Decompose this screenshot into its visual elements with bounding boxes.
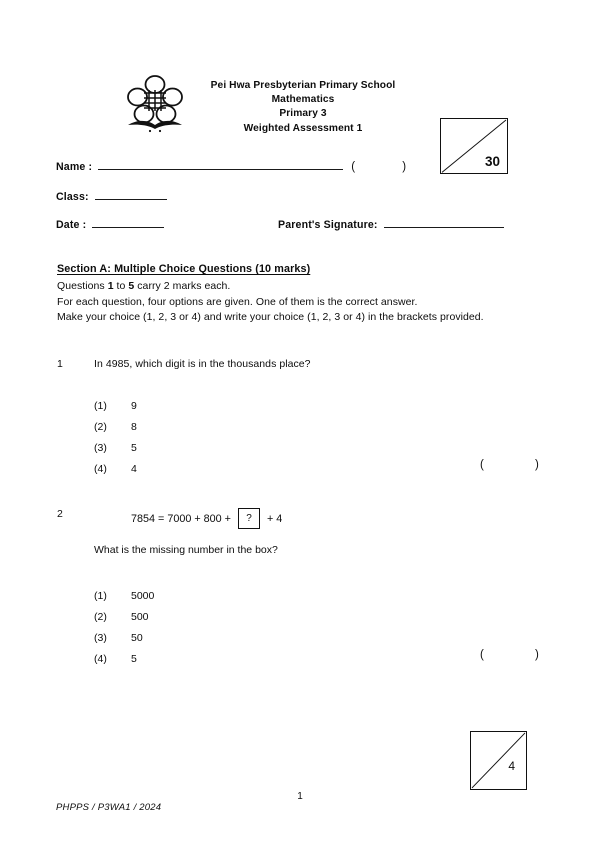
option-label: (3) [94, 442, 107, 454]
parent-signature-input[interactable] [384, 218, 504, 228]
option-value: 5000 [131, 590, 155, 602]
header-titles [190, 79, 416, 136]
subject-name: Mathematics [271, 94, 335, 106]
option-value: 50 [131, 632, 143, 644]
option-value: 8 [131, 421, 137, 433]
question-1-option-2[interactable] [94, 417, 137, 438]
class-label: Class: [56, 191, 89, 203]
question-1-option-1[interactable] [94, 396, 137, 417]
school-name: Pei Hwa Presbyterian Primary School [210, 80, 396, 91]
option-label: (4) [94, 653, 107, 665]
question-2-option-2[interactable] [94, 607, 154, 628]
name-field-row [56, 160, 428, 173]
name-label: Name : [56, 161, 93, 173]
index-number-bracket[interactable]: ( ) [351, 161, 429, 173]
question-2-option-1[interactable] [94, 586, 154, 607]
instruction-1-first-question: 1 [107, 280, 114, 292]
partial-marks-box [470, 731, 527, 790]
total-marks-box [440, 118, 508, 174]
instruction-1-mid: to [113, 280, 129, 292]
option-label: (1) [94, 590, 107, 602]
footer-code: PHPPS / P3WA1 / 2024 [56, 802, 162, 813]
parent-signature-field-row [278, 218, 504, 231]
option-value: 9 [131, 400, 137, 412]
question-2-options [94, 586, 154, 670]
page-number: 1 [297, 791, 303, 802]
option-label: (2) [94, 611, 107, 623]
question-2-answer-bracket[interactable]: ( ) [480, 649, 563, 661]
option-label: (2) [94, 421, 107, 433]
class-field-row [56, 190, 167, 203]
option-label: (3) [94, 632, 107, 644]
equation-right-side: + 4 [266, 512, 283, 525]
section-a-instruction-2: For each question, four options are given. One of them is the correct answer. [57, 295, 418, 308]
parent-signature-label: Parent's Signature: [278, 219, 378, 231]
diagonal-slash-icon [471, 732, 526, 789]
date-label: Date : [56, 219, 87, 231]
instruction-1-suffix: carry 2 marks each. [134, 280, 231, 292]
school-crest-icon [124, 72, 186, 134]
instruction-1-prefix: Questions [57, 280, 108, 292]
missing-number-box: ? [238, 508, 260, 529]
option-label: (1) [94, 400, 107, 412]
total-marks-value: 30 [484, 153, 500, 169]
question-1-option-4[interactable] [94, 459, 137, 480]
partial-marks-value: 4 [508, 759, 515, 773]
question-2-option-4[interactable] [94, 649, 154, 670]
question-1-option-3[interactable] [94, 438, 137, 459]
question-2-option-3[interactable] [94, 628, 154, 649]
equation-left-side: 7854 = 7000 + 800 + [131, 512, 231, 525]
question-2-text: What is the missing number in the box? [94, 544, 278, 556]
option-label: (4) [94, 463, 107, 475]
question-1-answer-bracket[interactable]: ( ) [480, 459, 563, 471]
section-a-block [57, 263, 557, 326]
question-2-number: 2 [57, 508, 63, 520]
question-1-number: 1 [57, 358, 63, 370]
option-value: 4 [131, 463, 137, 475]
assessment-name: Weighted Assessment 1 [243, 122, 363, 134]
date-input[interactable] [92, 218, 164, 228]
option-value: 5 [131, 653, 137, 665]
question-1-options [94, 396, 137, 480]
date-field-row [56, 218, 164, 231]
option-value: 500 [131, 611, 149, 623]
class-input[interactable] [95, 190, 167, 200]
level-name: Primary 3 [279, 108, 327, 120]
question-1-text: In 4985, which digit is in the thousands place? [94, 358, 311, 370]
section-a-instruction-1 [57, 279, 557, 295]
section-a-heading: Section A: Multiple Choice Questions (10 marks) [57, 263, 311, 275]
instruction-1-last-question: 5 [128, 280, 135, 292]
question-2-equation [131, 508, 282, 529]
option-value: 5 [131, 442, 137, 454]
name-input[interactable] [98, 160, 343, 170]
section-a-instruction-3: Make your choice (1, 2, 3 or 4) and write your choice (1, 2, 3 or 4) in the brackets provided. [57, 311, 484, 323]
